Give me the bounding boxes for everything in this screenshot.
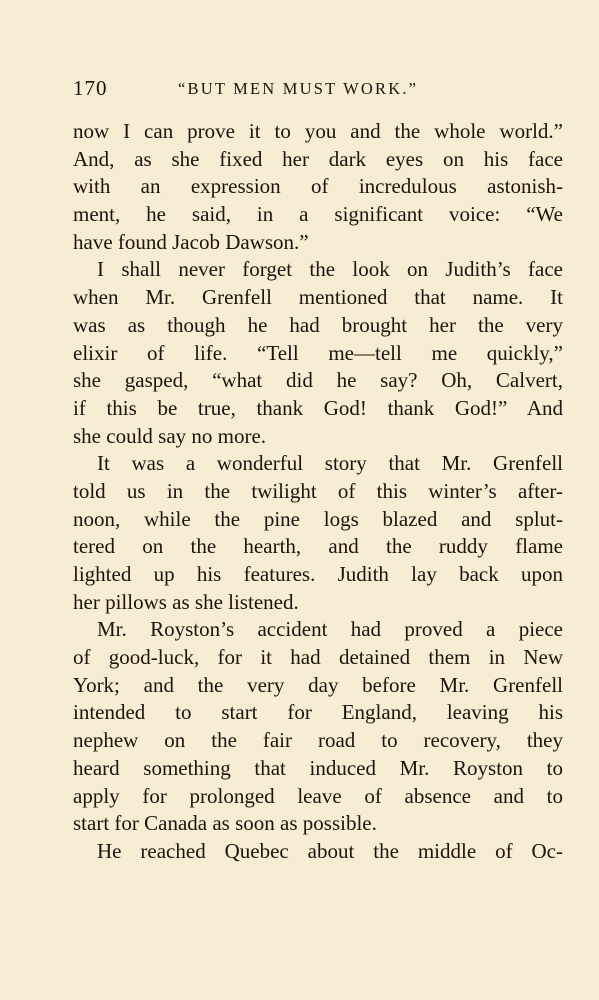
text-line: He reached Quebec about the middle of Oc- (97, 838, 563, 863)
text-line: of good-luck, for it had detained them in New (73, 645, 563, 670)
text-line: apply for prolonged leave of absence and to (73, 783, 563, 808)
body-text (73, 118, 563, 866)
text-line: with an expression of incredulous astonish- (73, 174, 563, 199)
text-line: lighted up his features. Judith lay back upon (73, 562, 563, 586)
text-line: now I can prove it to you and the whole world.” (73, 119, 563, 143)
text-line: start for Canada as soon as possible. (73, 811, 377, 836)
text-line: if this be true, thank God! thank God!” And (73, 395, 563, 420)
text-line: nephew on the fair road to recovery, they (73, 728, 563, 753)
text-line: her pillows as she listened. (73, 589, 299, 614)
text-line: she could say no more. (73, 423, 267, 448)
text-line: It was a wonderful story that Mr. Grenfell (97, 451, 563, 476)
text-line: told us in the twilight of this winter’s after- (73, 478, 563, 503)
text-line: ment, he said, in a significant voice: “We (73, 202, 563, 227)
text-line: Mr. Royston’s accident had proved a piece (97, 617, 563, 642)
text-line: elixir of life. “Tell me—tell me quickly,” (73, 340, 563, 365)
text-line: heard something that induced Mr. Royston to (73, 755, 563, 780)
text-line: noon, while the pine logs blazed and splut- (73, 506, 563, 531)
text-line: tered on the hearth, and the ruddy flame (73, 534, 563, 559)
running-title: “BUT MEN MUST WORK.” (178, 79, 419, 98)
running-head (73, 76, 563, 106)
page-number: 170 (73, 76, 108, 100)
text-line: I shall never forget the look on Judith’s face (97, 257, 563, 282)
text-line: when Mr. Grenfell mentioned that name. It (73, 285, 563, 310)
text-line: have found Jacob Dawson.” (73, 229, 309, 254)
text-line: intended to start for England, leaving his (73, 700, 563, 725)
text-line: was as though he had brought her the very (73, 312, 563, 337)
text-line: she gasped, “what did he say? Oh, Calvert, (73, 368, 563, 393)
text-line: And, as she fixed her dark eyes on his face (73, 146, 563, 171)
text-line: York; and the very day before Mr. Grenfell (73, 672, 563, 697)
